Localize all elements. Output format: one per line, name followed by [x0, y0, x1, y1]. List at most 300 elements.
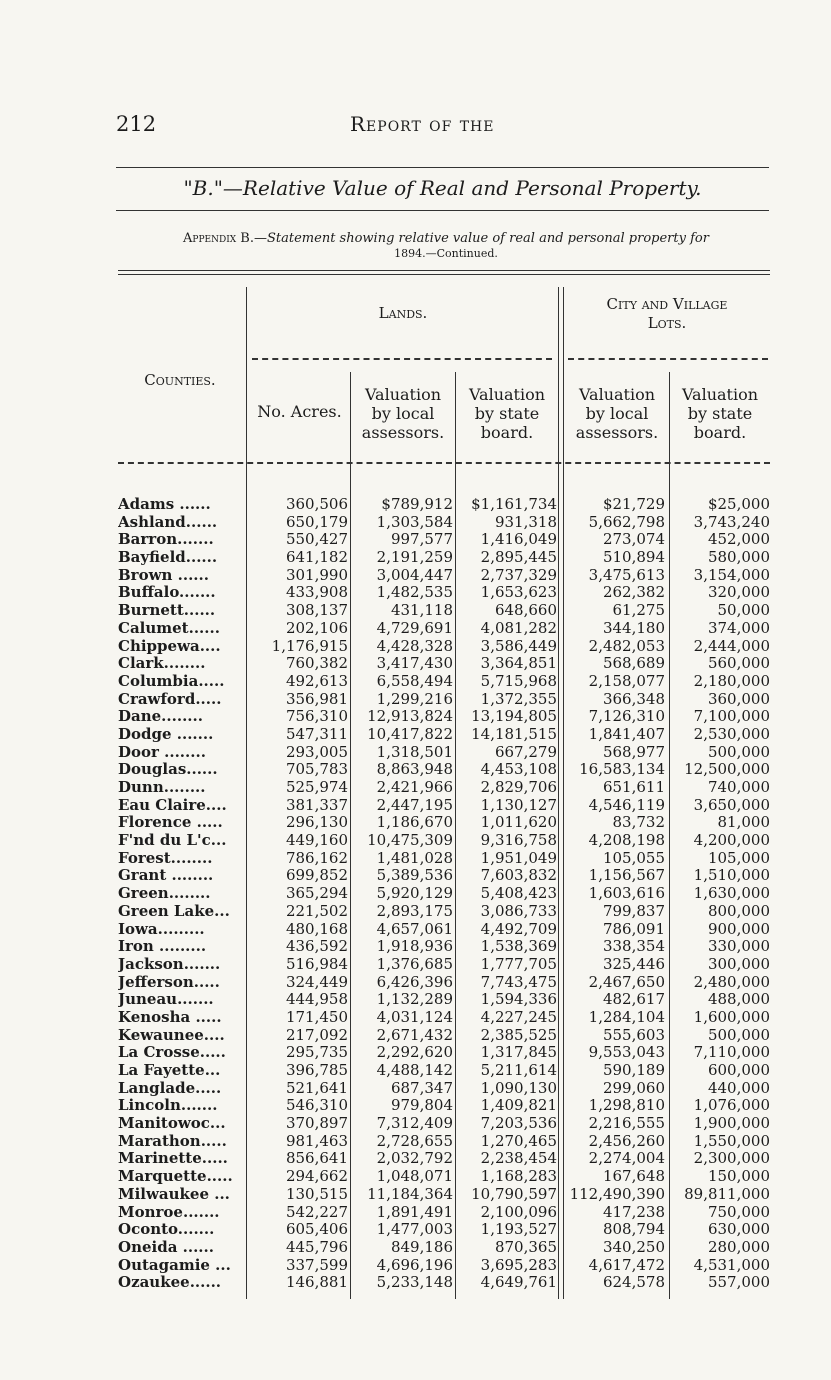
city-local-cell: 105,055 [602, 848, 665, 867]
lands-local-cell: 979,804 [390, 1096, 453, 1115]
county-cell: Kenosha ..... [118, 1008, 222, 1026]
county-cell: Manitowoc... [118, 1115, 226, 1133]
table-row [118, 673, 778, 691]
lands-local-cell: 11,184,364 [367, 1184, 453, 1203]
lands-local-cell: 6,558,494 [376, 671, 453, 690]
city-local-cell: 417,238 [602, 1202, 665, 1221]
lands-state-cell: 10,790,597 [471, 1184, 557, 1203]
caption-body: —Statement showing relative value of real and personal property for [254, 231, 709, 246]
lands-state-cell: 870,365 [494, 1237, 557, 1256]
lands-state-cell: 7,603,832 [480, 866, 557, 885]
lands-state-cell: 648,660 [494, 601, 557, 620]
county-cell: Dane........ [118, 708, 203, 726]
county-cell: Dunn........ [118, 779, 206, 796]
city-local-cell: 590,189 [602, 1061, 665, 1079]
lands-local-cell: 4,488,142 [376, 1061, 453, 1079]
lands-local-cell: 5,389,536 [376, 866, 453, 885]
city-local-cell: 482,617 [602, 990, 665, 1009]
acres-cell: 217,092 [285, 1025, 348, 1044]
table-row [118, 1009, 778, 1027]
table-row [118, 938, 778, 956]
city-state-cell: 280,000 [707, 1237, 770, 1256]
lands-header: Lands. [378, 304, 428, 322]
city-local-cell: 808,794 [602, 1220, 665, 1239]
acres-cell: 370,897 [285, 1114, 348, 1133]
county-cell: Ashland...... [118, 513, 218, 531]
acres-cell: 760,382 [285, 654, 348, 673]
county-cell: Grant ........ [118, 867, 214, 885]
city-state-cell: 600,000 [707, 1061, 770, 1079]
county-cell: Iowa......... [118, 920, 205, 938]
table-row [118, 956, 778, 974]
lands-state-cell: 9,316,758 [480, 831, 557, 850]
lands-local-cell: 2,292,620 [376, 1043, 453, 1062]
city-state-cell: 360,000 [707, 689, 770, 708]
city-state-cell: 900,000 [707, 919, 770, 938]
city-local-cell: 4,208,198 [588, 831, 665, 850]
city-state-cell: 7,100,000 [693, 707, 770, 726]
city-state-cell: 330,000 [707, 937, 770, 956]
table-row [118, 691, 778, 709]
acres-cell: 516,984 [285, 954, 348, 973]
lands-local-cell: $789,912 [381, 495, 453, 513]
city-underline [568, 358, 768, 360]
city-state-cell: 1,076,000 [693, 1096, 770, 1115]
lands-local-cell: 4,696,196 [376, 1255, 453, 1274]
lands-local-cell: 431,118 [390, 601, 453, 620]
city-local-cell: 799,837 [602, 901, 665, 920]
city-local-cell: 2,467,650 [588, 972, 665, 991]
table-row [118, 1062, 778, 1080]
table-row [118, 761, 778, 779]
lands-state-cell: 1,372,355 [480, 689, 557, 708]
acres-cell: 293,005 [285, 742, 348, 761]
lands-state-cell: 5,408,423 [480, 884, 557, 903]
lands-state-cell: 4,649,761 [480, 1273, 557, 1292]
lands-local-cell: 2,447,195 [376, 795, 453, 814]
acres-cell: 337,599 [285, 1255, 348, 1274]
county-cell: Oneida ...... [118, 1238, 214, 1256]
county-cell: Columbia..... [118, 672, 225, 690]
city-state-cell: 150,000 [707, 1167, 770, 1186]
city-local-cell: 325,446 [602, 954, 665, 973]
city-local-cell: 273,074 [602, 530, 665, 549]
lands-state-cell: 4,453,108 [480, 760, 557, 779]
city-state-cell: 580,000 [707, 548, 770, 567]
city-state-cell: 1,550,000 [693, 1131, 770, 1150]
county-cell: Barron....... [118, 531, 214, 549]
lands-state-cell: 2,100,096 [480, 1202, 557, 1221]
table-row [118, 708, 778, 726]
lands-state-cell: 1,270,465 [480, 1131, 557, 1150]
lands-state-cell: 3,364,851 [480, 654, 557, 673]
county-cell: La Fayette... [118, 1062, 221, 1079]
city-state-cell: 500,000 [707, 742, 770, 761]
caption-lead: Appendix B. [183, 231, 254, 246]
lands-local-cell: 687,347 [390, 1078, 453, 1097]
city-state-cell: 560,000 [707, 654, 770, 673]
city-local-cell: 167,648 [602, 1167, 665, 1186]
table-row [118, 1204, 778, 1222]
lands-state-cell: 5,211,614 [480, 1061, 557, 1079]
table-row [118, 1257, 778, 1275]
lands-local-cell: 1,918,936 [376, 937, 453, 956]
table-row [118, 921, 778, 939]
lands-local-cell: 8,863,948 [376, 760, 453, 779]
county-cell: Lincoln....... [118, 1097, 218, 1115]
lands-state-cell: 1,193,527 [480, 1220, 557, 1239]
acres-cell: 856,641 [285, 1149, 348, 1168]
county-cell: Dodge ....... [118, 725, 214, 743]
lands-state-cell: 1,011,620 [480, 813, 557, 832]
lands-state-cell: 2,737,329 [480, 565, 557, 584]
lands-state-cell: 1,409,821 [480, 1096, 557, 1115]
city-local-cell: 2,158,077 [588, 671, 665, 690]
county-cell: Outagamie ... [118, 1256, 231, 1274]
lands-local-cell: 3,004,447 [376, 565, 453, 584]
city-state-cell: 452,000 [707, 530, 770, 549]
lands-local-cell: 5,920,129 [376, 884, 453, 903]
county-cell: Green........ [118, 885, 211, 903]
lands-state-cell: 2,385,525 [480, 1025, 557, 1044]
county-cell: Burnett...... [118, 602, 216, 620]
city-state-cell: 3,650,000 [693, 795, 770, 814]
table-row [118, 991, 778, 1009]
table-row [118, 496, 778, 514]
table-row [118, 1186, 778, 1204]
county-cell: Marinette..... [118, 1150, 228, 1168]
table-row [118, 620, 778, 638]
city-local-cell: 1,156,567 [588, 866, 665, 885]
lands-state-cell: 2,829,706 [480, 778, 557, 796]
acres-cell: 605,406 [285, 1220, 348, 1239]
table-row [118, 885, 778, 903]
city-local-cell: 366,348 [602, 689, 665, 708]
lands-state-cell: 1,777,705 [480, 954, 557, 973]
running-head: Report of the [350, 112, 495, 136]
city-local-cell: 340,250 [602, 1237, 665, 1256]
table-row [118, 567, 778, 585]
city-state-cell: 630,000 [707, 1220, 770, 1239]
lands-local-cell: 997,577 [390, 530, 453, 549]
acres-cell: 324,449 [285, 972, 348, 991]
city-state-cell: $25,000 [707, 495, 770, 513]
city-local-cell: 5,662,798 [588, 512, 665, 531]
acres-cell: 381,337 [285, 795, 348, 814]
city-local-cell: 624,578 [602, 1273, 665, 1292]
acres-cell: 171,450 [285, 1007, 348, 1026]
city-local-cell: 262,382 [602, 583, 665, 602]
city-local-cell: 2,456,260 [588, 1131, 665, 1150]
city-state-cell: 2,180,000 [693, 671, 770, 690]
lands-local-cell: 4,428,328 [376, 636, 453, 655]
city-state-cell: 3,154,000 [693, 565, 770, 584]
acres-cell: 547,311 [285, 724, 348, 743]
table-row [118, 1239, 778, 1257]
caption-line2: 1894.—Continued. [394, 247, 498, 260]
lands-state-cell: 3,586,449 [480, 636, 557, 655]
city-state-cell: 740,000 [707, 778, 770, 796]
acres-cell: 221,502 [285, 901, 348, 920]
lands-state-cell: 1,951,049 [480, 848, 557, 867]
city-local-cell: $21,729 [602, 495, 665, 513]
table-row [118, 974, 778, 992]
lands-local-cell: 849,186 [390, 1237, 453, 1256]
col-header-lands-state: Valuation by state board. [468, 385, 546, 442]
acres-cell: 786,162 [285, 848, 348, 867]
city-state-cell: 440,000 [707, 1078, 770, 1097]
city-local-cell: 1,298,810 [588, 1096, 665, 1115]
header-top-rule-2 [118, 274, 770, 275]
county-cell: La Crosse..... [118, 1044, 226, 1062]
lands-state-cell: 4,081,282 [480, 618, 557, 637]
lands-local-cell: 1,477,003 [376, 1220, 453, 1239]
county-cell: F'nd du L'c... [118, 832, 227, 850]
county-cell: Crawford..... [118, 690, 222, 708]
city-local-cell: 4,546,119 [588, 795, 665, 814]
city-local-cell: 510,894 [602, 548, 665, 567]
county-cell: Monroe....... [118, 1203, 220, 1221]
lands-state-cell: 1,653,623 [480, 583, 557, 602]
lands-state-cell: 7,743,475 [480, 972, 557, 991]
city-local-cell: 2,216,555 [588, 1114, 665, 1133]
city-state-cell: 81,000 [717, 813, 770, 832]
lands-local-cell: 1,482,535 [376, 583, 453, 602]
acres-cell: 308,137 [285, 601, 348, 620]
lands-state-cell: 2,895,445 [480, 548, 557, 567]
lands-state-cell: 931,318 [494, 512, 557, 531]
lands-state-cell: 3,695,283 [480, 1255, 557, 1274]
lands-state-cell: 1,168,283 [480, 1167, 557, 1186]
city-state-cell: 320,000 [707, 583, 770, 602]
county-cell: Marquette..... [118, 1168, 233, 1186]
city-state-cell: 2,300,000 [693, 1149, 770, 1168]
city-state-cell: 300,000 [707, 954, 770, 973]
city-state-cell: 750,000 [707, 1202, 770, 1221]
lands-local-cell: 2,671,432 [376, 1025, 453, 1044]
city-state-cell: 800,000 [707, 901, 770, 920]
acres-cell: 433,908 [285, 583, 348, 602]
city-local-cell: 83,732 [612, 813, 665, 832]
acres-cell: 444,958 [285, 990, 348, 1009]
lands-state-cell: 4,492,709 [480, 919, 557, 938]
table-row [118, 584, 778, 602]
lands-local-cell: 1,891,491 [376, 1202, 453, 1221]
city-state-cell: 3,743,240 [693, 512, 770, 531]
acres-cell: 756,310 [285, 707, 348, 726]
county-cell: Door ........ [118, 743, 206, 761]
lands-local-cell: 5,233,148 [376, 1273, 453, 1292]
city-state-cell: 374,000 [707, 618, 770, 637]
county-cell: Jefferson..... [118, 973, 220, 991]
city-state-cell: 4,200,000 [693, 831, 770, 850]
acres-cell: 356,981 [285, 689, 348, 708]
table-body [118, 496, 778, 1292]
lands-local-cell: 2,421,966 [376, 778, 453, 796]
table-caption [116, 231, 776, 261]
city-local-cell: 16,583,134 [579, 760, 665, 779]
city-state-cell: 12,500,000 [684, 760, 770, 779]
lands-local-cell: 12,913,824 [367, 707, 453, 726]
table-row [118, 1221, 778, 1239]
lands-local-cell: 2,893,175 [376, 901, 453, 920]
city-state-cell: 2,530,000 [693, 724, 770, 743]
table-row [118, 850, 778, 868]
county-cell: Calumet...... [118, 619, 220, 637]
lands-state-cell: 3,086,733 [480, 901, 557, 920]
table-row [118, 1027, 778, 1045]
acres-cell: 436,592 [285, 937, 348, 956]
table-row [118, 655, 778, 673]
city-local-cell: 1,284,104 [588, 1007, 665, 1026]
acres-cell: 202,106 [285, 618, 348, 637]
col-header-city-local: Valuation by local assessors. [575, 385, 659, 442]
lands-state-cell: 5,715,968 [480, 671, 557, 690]
lands-local-cell: 1,299,216 [376, 689, 453, 708]
lands-state-cell: 1,416,049 [480, 530, 557, 549]
city-local-cell: 112,490,390 [569, 1184, 665, 1203]
acres-cell: 296,130 [285, 813, 348, 832]
city-local-cell: 568,689 [602, 654, 665, 673]
col-header-lands-local: Valuation by local assessors. [361, 385, 445, 442]
city-local-cell: 61,275 [612, 601, 665, 620]
city-local-cell: 344,180 [602, 618, 665, 637]
county-cell: Douglas...... [118, 761, 218, 779]
county-cell: Iron ......... [118, 938, 207, 956]
acres-cell: 295,735 [285, 1043, 348, 1062]
city-state-cell: 1,630,000 [693, 884, 770, 903]
city-state-cell: 500,000 [707, 1025, 770, 1044]
county-cell: Jackson....... [118, 955, 221, 973]
county-cell: Langlade..... [118, 1079, 222, 1097]
section-rule [116, 210, 769, 211]
county-cell: Oconto....... [118, 1221, 215, 1239]
acres-cell: 396,785 [285, 1061, 348, 1079]
lands-local-cell: 7,312,409 [376, 1114, 453, 1133]
lands-local-cell: 6,426,396 [376, 972, 453, 991]
acres-cell: 641,182 [285, 548, 348, 567]
table-row [118, 514, 778, 532]
lands-state-cell: 13,194,805 [471, 707, 557, 726]
top-rule [116, 167, 769, 168]
county-cell: Buffalo....... [118, 584, 216, 602]
city-local-cell: 2,274,004 [588, 1149, 665, 1168]
table-row [118, 1168, 778, 1186]
city-local-cell: 2,482,053 [588, 636, 665, 655]
city-state-cell: 2,444,000 [693, 636, 770, 655]
acres-cell: 550,427 [285, 530, 348, 549]
table-row [118, 531, 778, 549]
lands-local-cell: 1,481,028 [376, 848, 453, 867]
city-local-cell: 299,060 [602, 1078, 665, 1097]
city-state-cell: 557,000 [707, 1273, 770, 1292]
acres-cell: 705,783 [285, 760, 348, 779]
lands-state-cell: 7,203,536 [480, 1114, 557, 1133]
page-number: 212 [116, 112, 157, 136]
table-row [118, 726, 778, 744]
lands-local-cell: 4,729,691 [376, 618, 453, 637]
lands-state-cell: 1,130,127 [480, 795, 557, 814]
county-cell: Kewaunee.... [118, 1026, 225, 1044]
acres-cell: 445,796 [285, 1237, 348, 1256]
table-row [118, 638, 778, 656]
county-cell: Juneau....... [118, 991, 214, 1009]
lands-state-cell: 14,181,515 [471, 724, 557, 743]
city-local-cell: 1,603,616 [588, 884, 665, 903]
county-cell: Marathon..... [118, 1132, 227, 1150]
table-row [118, 602, 778, 620]
lands-local-cell: 3,417,430 [376, 654, 453, 673]
county-cell: Adams ...... [118, 496, 211, 513]
lands-local-cell: 1,318,501 [376, 742, 453, 761]
county-cell: Brown ...... [118, 566, 209, 584]
table-row [118, 1080, 778, 1098]
lands-local-cell: 2,032,792 [376, 1149, 453, 1168]
table-row [118, 1044, 778, 1062]
city-state-cell: 1,510,000 [693, 866, 770, 885]
table-row [118, 1133, 778, 1151]
lands-state-cell: $1,161,734 [471, 495, 557, 513]
table-row [118, 903, 778, 921]
table-row [118, 1097, 778, 1115]
lands-local-cell: 1,048,071 [376, 1167, 453, 1186]
city-local-cell: 568,977 [602, 742, 665, 761]
col-header-city-state: Valuation by state board. [681, 385, 759, 442]
table-row [118, 1150, 778, 1168]
lands-state-cell: 1,538,369 [480, 937, 557, 956]
header-bottom-rule [118, 462, 770, 464]
table-row [118, 814, 778, 832]
acres-cell: 365,294 [285, 884, 348, 903]
lands-local-cell: 1,303,584 [376, 512, 453, 531]
city-state-cell: 488,000 [707, 990, 770, 1009]
lands-state-cell: 1,317,845 [480, 1043, 557, 1062]
lands-local-cell: 1,186,670 [376, 813, 453, 832]
city-local-cell: 3,475,613 [588, 565, 665, 584]
city-local-cell: 555,603 [602, 1025, 665, 1044]
table-row [118, 1274, 778, 1292]
lands-local-cell: 2,728,655 [376, 1131, 453, 1150]
col-header-acres: No. Acres. [257, 402, 342, 421]
lands-local-cell: 1,132,289 [376, 990, 453, 1009]
lands-state-cell: 1,090,130 [480, 1078, 557, 1097]
table-row [118, 744, 778, 762]
county-cell: Ozaukee...... [118, 1274, 222, 1292]
city-local-cell: 651,611 [602, 778, 665, 796]
lands-local-cell: 2,191,259 [376, 548, 453, 567]
county-cell: Chippewa.... [118, 637, 221, 655]
lands-underline [252, 358, 552, 360]
county-cell: Bayfield...... [118, 549, 218, 567]
table-row [118, 832, 778, 850]
table-row [118, 549, 778, 567]
acres-cell: 1,176,915 [271, 636, 348, 655]
city-state-cell: 89,811,000 [684, 1184, 770, 1203]
city-state-cell: 4,531,000 [693, 1255, 770, 1274]
counties-header: Counties. [144, 371, 216, 389]
acres-cell: 294,662 [285, 1167, 348, 1186]
acres-cell: 981,463 [285, 1131, 348, 1150]
lands-local-cell: 1,376,685 [376, 954, 453, 973]
acres-cell: 130,515 [285, 1184, 348, 1203]
county-cell: Florence ..... [118, 814, 223, 832]
lands-state-cell: 2,238,454 [480, 1149, 557, 1168]
lands-local-cell: 10,475,309 [367, 831, 453, 850]
acres-cell: 699,852 [285, 866, 348, 885]
city-state-cell: 7,110,000 [693, 1043, 770, 1062]
city-state-cell: 50,000 [717, 601, 770, 620]
county-cell: Forest........ [118, 849, 213, 867]
